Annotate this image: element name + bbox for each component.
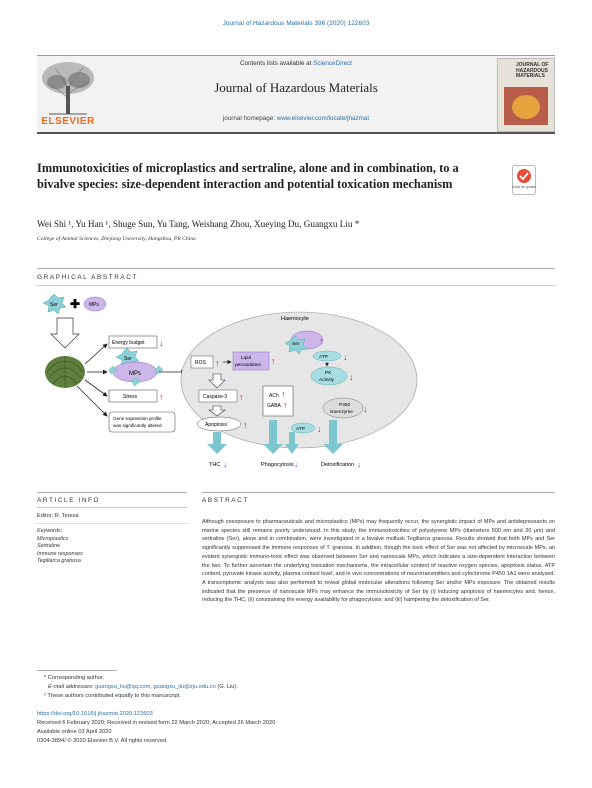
publisher-logo-text: ELSEVIER bbox=[41, 116, 95, 127]
sciencedirect-link[interactable]: ScienceDirect bbox=[313, 60, 352, 67]
lipid-line1: Lipid bbox=[241, 356, 252, 361]
keyword-item: Sertraline bbox=[37, 543, 61, 550]
divider bbox=[37, 285, 555, 286]
journal-cover-thumbnail bbox=[497, 58, 555, 132]
detox-down-arrow: ↓ bbox=[357, 460, 361, 469]
homepage-link[interactable]: www.elsevier.com/locate/jhazmat bbox=[276, 115, 370, 122]
bivalve-shell-icon bbox=[45, 356, 85, 388]
corresponding-author-note: * Corresponding author. bbox=[44, 675, 105, 681]
ach-label: ACh bbox=[269, 393, 279, 399]
cover-image-detail bbox=[512, 95, 540, 119]
check-badge-label: Check for updates bbox=[512, 185, 536, 189]
atp-bottom-label: ATP bbox=[296, 427, 305, 432]
lipid-line2: peroxidation bbox=[235, 363, 262, 368]
email-link-1[interactable]: guangxu_liu@qq.com bbox=[95, 684, 151, 690]
ros-up-arrow: ↑ bbox=[215, 358, 220, 368]
keyword-item: Tegillarca granosa bbox=[37, 558, 81, 565]
equal-contribution-note: ¹ These authors contributed equally to this manuscript. bbox=[44, 693, 181, 699]
atp-bottom-down-arrow: ↓ bbox=[317, 424, 322, 434]
footnote-divider bbox=[37, 670, 117, 671]
email-suffix: (G. Liu). bbox=[215, 684, 238, 690]
apoptosis-label: Apoptosis bbox=[205, 422, 227, 428]
detox-label: Detoxification bbox=[321, 462, 355, 468]
abstract-body: Although coexposure to pharmaceuticals and microplastics (MPs) may frequently occur, the synergistic impact of MPs and antidepressants on marine species still remains poorly understood. In this study, the immunotoxicities of polystyrene MPs (diameters 500 nm and 30 μm) and sertraline (Ser), alone and in combination, were investigated in a bivalve mollusk Tegillarca granosa. Results showed that both MPs and Ser significantly suppressed the immune responses of T. granosa. In addition, though the toxic effect of Ser was not affected by microscale MPs, an evident synergistic immuno-toxic effect was observed between Ser and nanoscale MPs, which indicates a size-dependent interaction between the two. To further ascertain the underlying toxication mechanisms, the intracellular content of reactive oxygen species, apoptosis status, ATP content, pyruvate kinase activity, plasma cortisol level, and in vivo concentrations of neurotransmitters and cytochrome P450 1A1 were analysed. A transcriptomic analysis was also performed to reveal global molecular alterations following Ser and/or MPs exposure. The obtained results indicated that the presence of nanoscale MPs may enhance the immunotoxicity of Ser by (i) inducing apoptosis of haemocytes and, hence, reducing the THC; (ii) constraining the energy availability for phagocytosis; and (iii) hampering the detoxification of Ser. bbox=[202, 519, 555, 604]
p450-down-arrow: ↓ bbox=[363, 404, 368, 414]
gaba-label: GABA bbox=[267, 403, 281, 409]
energy-budget-label: Energy budget bbox=[112, 340, 145, 346]
homepage-prefix: journal homepage: bbox=[222, 115, 277, 122]
gene-expression-line1: Gene expression profile bbox=[113, 416, 162, 421]
stress-up-arrow: ↑ bbox=[159, 392, 164, 402]
lipid-up-arrow: ↑ bbox=[271, 356, 276, 366]
pk-line1: PK bbox=[325, 371, 332, 376]
pk-line2: Activity bbox=[319, 378, 335, 383]
check-for-updates-badge[interactable] bbox=[512, 165, 536, 195]
p450-line1: P450 bbox=[339, 403, 351, 408]
divider bbox=[37, 523, 187, 524]
ga-mps-label-2: MPs bbox=[129, 371, 141, 377]
affiliation: College of Animal Sciences, Zhejiang University, Hangzhou, PR China bbox=[37, 236, 196, 242]
down-arrow-icon bbox=[51, 318, 79, 348]
keywords-heading: Keywords: bbox=[37, 528, 63, 534]
divider bbox=[37, 268, 555, 269]
plus-icon: ✚ bbox=[70, 297, 81, 311]
haemocyte-label: Haemocyte bbox=[281, 316, 309, 322]
divider bbox=[202, 492, 555, 493]
apoptosis-up-arrow: ↑ bbox=[243, 420, 248, 430]
email-separator: , bbox=[150, 684, 154, 690]
contents-prefix: Contents lists available at bbox=[239, 60, 314, 67]
article-info-heading: ARTICLE INFO bbox=[37, 497, 101, 504]
stress-label: Stress bbox=[123, 394, 138, 400]
ga-mps-label: MPs bbox=[89, 302, 99, 308]
ga-ser-label-3: Ser bbox=[292, 342, 300, 347]
teal-arrow-icon bbox=[207, 432, 227, 454]
ga-ser-label-2: Ser bbox=[124, 356, 132, 362]
doi-link-text[interactable]: https://doi.org/10.1016/j.jhazmat.2020.122603 bbox=[37, 711, 153, 717]
thc-label: THC bbox=[209, 462, 221, 468]
atp-label: ATP bbox=[319, 355, 328, 360]
graphical-abstract-heading: GRAPHICAL ABSTRACT bbox=[37, 274, 139, 281]
author-list: Wei Shi ¹, Yu Han ¹, Shuge Sun, Yu Tang, Weishang Zhou, Xueying Du, Guangxu Liu * bbox=[37, 219, 360, 229]
article-title: Immunotoxicities of microplastics and sertraline, alone and in combination, to a bivalve species: size-dependent interaction and potential toxication mechanism bbox=[37, 161, 459, 191]
journal-title: Journal of Hazardous Materials bbox=[214, 80, 378, 95]
editor-line: Editor: R. Teresa bbox=[37, 513, 79, 519]
divider bbox=[37, 507, 187, 508]
thc-down-arrow: ↓ bbox=[223, 460, 227, 469]
cover-title: JOURNAL OF HAZARDOUS MATERIALS bbox=[516, 62, 549, 79]
phagocytosis-label: Phagocytosis bbox=[261, 462, 294, 468]
gaba-up-arrow: ↑ bbox=[283, 400, 288, 410]
gene-expression-box bbox=[109, 412, 175, 432]
email-line bbox=[48, 684, 238, 690]
copyright-line: 0304-3894/ © 2020 Elsevier B.V. All rights reserved. bbox=[37, 738, 168, 744]
gene-expression-line2: was significantly altered bbox=[113, 423, 162, 428]
keywords-block bbox=[37, 528, 83, 566]
graphical-abstract-figure bbox=[37, 292, 555, 477]
ros-label: ROS bbox=[195, 360, 206, 366]
atp-down-arrow: ↓ bbox=[343, 352, 348, 362]
email-link-2[interactable]: guangxu_liu@zju.edu.cn bbox=[153, 684, 216, 690]
neurotransmitter-box bbox=[263, 386, 293, 416]
energy-budget-down-arrow: ↓ bbox=[159, 338, 164, 348]
journal-citation[interactable]: Journal of Hazardous Materials 396 (2020) 122603 bbox=[222, 20, 370, 27]
email-label: E-mail addresses: bbox=[48, 684, 96, 690]
ser-star-small-icon bbox=[155, 366, 163, 374]
divider bbox=[37, 492, 187, 493]
ach-up-arrow: ↑ bbox=[281, 389, 286, 399]
p450-oval bbox=[323, 398, 363, 418]
keyword-item: Immune responses bbox=[37, 550, 83, 557]
caspase-up-arrow: ↑ bbox=[239, 392, 244, 402]
caspase-label: Caspase-3 bbox=[203, 394, 228, 400]
pk-down-arrow: ↓ bbox=[349, 372, 354, 382]
ga-ser-label: Ser bbox=[50, 302, 58, 308]
p450-line2: isoenzyme bbox=[330, 410, 353, 415]
available-online: Available online 03 April 2020 bbox=[37, 729, 112, 735]
received-dates: Received 6 February 2020; Received in revised form 22 March 2020; Accepted 26 March 2020 bbox=[37, 720, 276, 726]
abstract-heading: ABSTRACT bbox=[202, 497, 249, 504]
keyword-item: Microplastics bbox=[37, 535, 69, 542]
ser-up-arrow: ↑ bbox=[319, 336, 324, 346]
phagocytosis-down-arrow: ↓ bbox=[294, 460, 298, 469]
doi-link[interactable] bbox=[37, 711, 153, 717]
